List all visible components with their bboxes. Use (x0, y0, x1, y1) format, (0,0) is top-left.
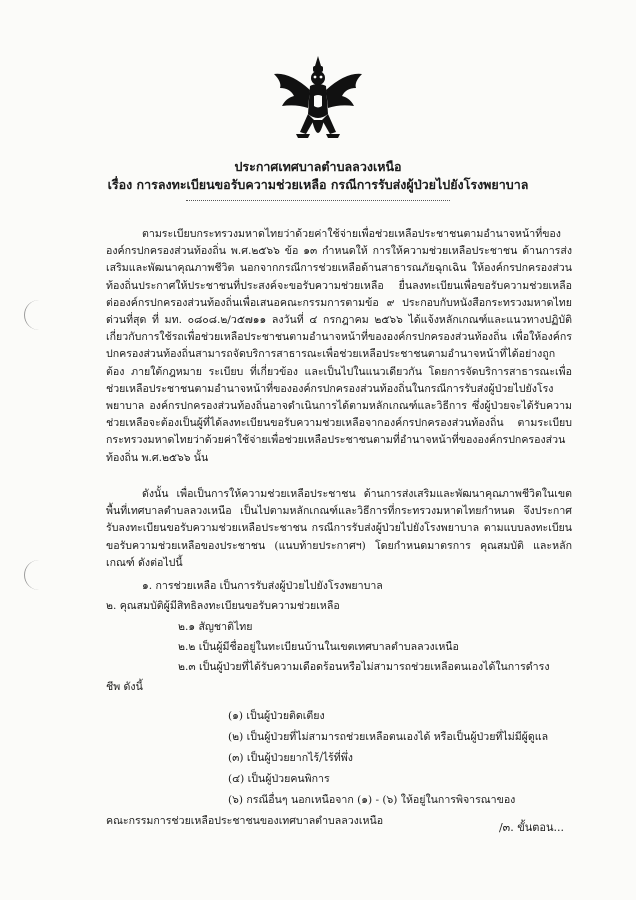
list-item: ชีพ ดังนี้ (106, 681, 143, 693)
list-item: คณะกรรมการช่วยเหลือประชาชนของเทศบาลตำบลลวงเหนือ (106, 815, 384, 827)
continuation-note: /๓. ขั้นตอน... (498, 821, 564, 834)
announcement-subject: เรื่อง การลงทะเบียนขอรับความช่วยเหลือ กรณีการรับส่งผู้ป่วยไปยังโรงพยาบาล (107, 177, 529, 192)
punch-hole-mark (24, 560, 41, 590)
list-item: ๒. คุณสมบัติผู้มีสิทธิลงทะเบียนขอรับความช่วยเหลือ (106, 600, 340, 612)
paragraph-2 (106, 486, 572, 572)
punch-hole-mark (24, 300, 41, 330)
list-item: (๑) เป็นผู้ป่วยติดเตียง (228, 710, 325, 722)
list-item: ๑. การช่วยเหลือ เป็นการรับส่งผู้ป่วยไปยังโรงพยาบาล (142, 580, 383, 592)
title-block (40, 158, 596, 194)
paragraph-2-text: ดังนั้น เพื่อเป็นการให้ความช่วยเหลือประชาชน ด้านการส่งเสริมและพัฒนาคุณภาพชีวิตในเขตพื้นที่เทศบาลตำบลลวงเหนือ เป็นไปตามหลักเกณฑ์และวิธีการที่กระทรวงมหาดไทยกำหนด จึงประกาศรับลงทะเบียนขอรับความช่วยเหลือประชาชน กรณีการรับส่งผู้ป่วยไปยังโรงพยาบาล ตามแบบลงทะเบียนขอรับความช่วยเหลือของประชาชน (แนบท้ายประกาศฯ) โดยกำหนดมาตรการ คุณสมบัติ และหลักเกณฑ์ ดังต่อไปนี้ (106, 488, 572, 569)
announcement-title: ประกาศเทศบาลตำบลลวงเหนือ (234, 159, 402, 174)
garuda-emblem-icon (268, 52, 368, 152)
paragraph-1 (106, 226, 572, 467)
list-item: (๒) เป็นผู้ป่วยที่ไม่สามารถช่วยเหลือตนเองได้ หรือเป็นผู้ป่วยที่ไม่มีผู้ดูแล (228, 731, 549, 743)
paragraph-1-text: ตามระเบียบกระทรวงมหาดไทยว่าด้วยค่าใช้จ่ายเพื่อช่วยเหลือประชาชนตามอำนาจหน้าที่ของ องค์กรปกครองส่วนท้องถิ่น พ.ศ.๒๕๖๖ ข้อ ๑๓ กำหนดให้ การให้ความช่วยเหลือประชาชน ด้านการส่งเสริมและพัฒนาคุณภาพชีวิต นอกจากกรณีการช่วยเหลือด้านสาธารณภัยฉุกเฉิน ให้องค์กรปกครองส่วนท้องถิ่นประกาศให้ประชาชนที่ประสงค์จะขอรับความช่วยเหลือ ยื่นลงทะเบียนเพื่อขอรับความช่วยเหลือต่อองค์กรปกครองส่วนท้องถิ่นเพื่อเสนอคณะกรรมการตามข้อ ๙ ประกอบกับหนังสือกระทรวงมหาดไทย ด่วนที่สุด ที่ มท. ๐๘๐๘.๒/ว๕๗๑๑ ลงวันที่ ๔ กรกฎาคม ๒๕๖๖ ได้แจ้งหลักเกณฑ์และแนวทางปฏิบัติเกี่ยวกับการใช้รถเพื่อช่วยเหลือประชาชนตามอำนาจหน้าที่ขององค์กรปกครองส่วนท้องถิ่น เพื่อให้องค์กรปกครองส่วนท้องถิ่นสามารถจัดบริการสาธารณะเพื่อช่วยเหลือประชาชนตามอำนาจหน้าที่ได้อย่างถูกต้อง ภายใต้กฎหมาย ระเบียบ ที่เกี่ยวข้อง และเป็นไปในแนวเดียวกัน โดยการจัดบริการสาธารณะเพื่อช่วยเหลือประชาชนตามอำนาจหน้าที่ขององค์กรปกครองส่วนท้องถิ่นในกรณีการรับส่งผู้ป่วยไปยังโรงพยาบาล องค์กรปกครองส่วนท้องถิ่นอาจดำเนินการได้ตามหลักเกณฑ์และวิธีการ ซึ่งผู้ป่วยจะได้รับความช่วยเหลือจะต้องเป็นผู้ที่ได้ลงทะเบียนขอรับความช่วยเหลือจากองค์กรปกครองส่วนท้องถิ่น ตามระเบียบกระทรวงมหาดไทยว่าด้วยค่าใช้จ่ายเพื่อช่วยเหลือประชาชนตามที่อำนาจหน้าที่ขององค์กรปกครองส่วนท้องถิ่น พ.ศ.๒๕๖๖ นั้น (106, 228, 572, 464)
list-item: (๖) กรณีอื่นๆ นอกเหนือจาก (๑) - (๖) ให้อยู่ในการพิจารณาของ (228, 794, 516, 806)
list-item: ๒.๒ เป็นผู้มีชื่ออยู่ในทะเบียนบ้านในเขตเทศบาลตำบลลวงเหนือ (178, 641, 459, 653)
title-divider (186, 200, 450, 201)
list-item: ๒.๑ สัญชาติไทย (178, 621, 253, 633)
list-item: (๔) เป็นผู้ป่วยคนพิการ (228, 773, 330, 785)
list-item: ๒.๓ เป็นผู้ป่วยที่ได้รับความเดือดร้อนหรือไม่สามารถช่วยเหลือตนเองได้ในการดำรง (178, 661, 550, 673)
list-item: (๓) เป็นผู้ป่วยยากไร้/ไร้ที่พึ่ง (228, 752, 353, 764)
